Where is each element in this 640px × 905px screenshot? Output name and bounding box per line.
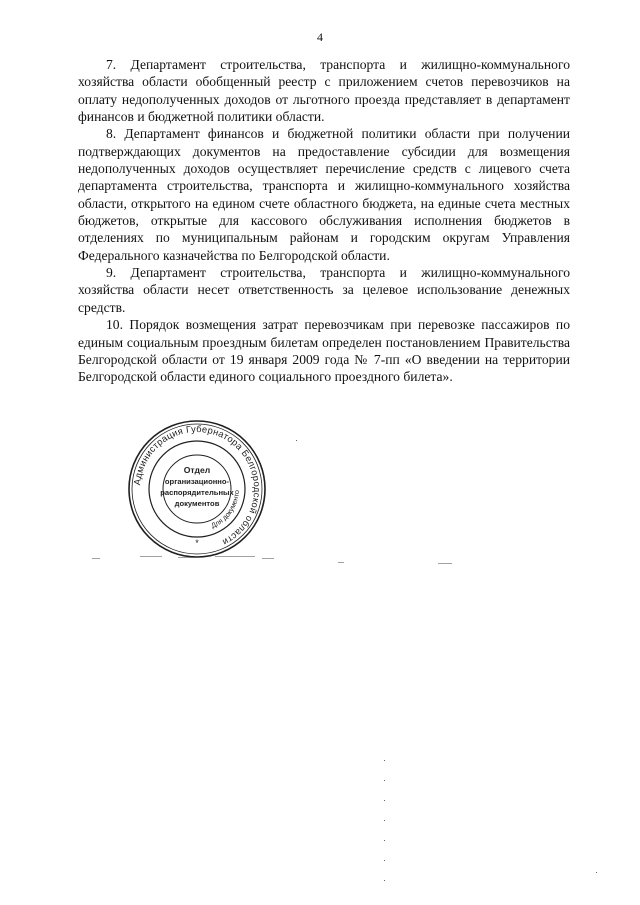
scan-artifact bbox=[296, 440, 297, 441]
scan-artifact bbox=[384, 760, 385, 761]
stamp-outer-text: Администрация Губернатора Белгородской области bbox=[132, 423, 263, 548]
scan-artifact bbox=[438, 563, 452, 564]
paragraph-8: 8. Департамент финансов и бюджетной политики области при получении подтверждающих документов на предоставление субсидии для возмещения недополученных доходов осуществляет перечисление средств с лицевого счета департамента строительства, транспорта и жилищно-коммунального хозяйства области, открытого на едином счете областного бюджета, на единые счета местных бюджетов, открытые для кассового обслуживания исполнения бюджетов в отделениях по муниципальным районам и городским округам Управления Федерального казначейства по Белгородской области. bbox=[78, 126, 570, 263]
stamp-center-line-4: документов bbox=[174, 499, 220, 508]
scan-artifact bbox=[384, 860, 385, 861]
scan-artifact bbox=[384, 800, 385, 801]
paragraph-9: 9. Департамент строительства, транспорта и жилищно-коммунального хозяйства области несет ответственность за целевое использование денежных средств. bbox=[78, 265, 570, 315]
scan-artifact bbox=[215, 556, 255, 557]
scan-artifact bbox=[140, 556, 162, 557]
page-number: 4 bbox=[317, 30, 323, 44]
stamp-inner-text: Для документо bbox=[210, 489, 242, 530]
scan-artifact bbox=[384, 780, 385, 781]
paragraph-10: 10. Порядок возмещения затрат перевозчикам при перевозке пассажиров по единым социальным проездным билетам определен постановлением Правительства Белгородской области от 19 января 2009 года № 7-пп «О введении на территории Белгородской области единого социального проездного билета». bbox=[78, 317, 570, 385]
scan-artifact bbox=[92, 558, 100, 559]
scan-artifact bbox=[338, 562, 344, 563]
scan-artifact bbox=[384, 820, 385, 821]
document-body bbox=[78, 56, 570, 386]
stamp-center-line-2: организационно- bbox=[164, 477, 230, 486]
scan-artifact bbox=[262, 558, 274, 559]
scan-artifact bbox=[384, 840, 385, 841]
scan-artifact bbox=[384, 880, 385, 881]
stamp-star-icon: * bbox=[195, 538, 199, 548]
stamp-seal-graphic bbox=[126, 418, 268, 560]
scan-artifact bbox=[596, 872, 597, 873]
official-stamp bbox=[126, 418, 268, 560]
stamp-center-line-1: Отдел bbox=[183, 465, 211, 475]
stamp-center-line-3: распорядительных bbox=[160, 488, 234, 497]
scan-artifact bbox=[178, 557, 196, 558]
paragraph-7: 7. Департамент строительства, транспорта и жилищно-коммунального хозяйства области обобщенный реестр с приложением счетов перевозчиков на оплату недополученных доходов от льготного проезда представляет в департамент финансов и бюджетной политики области. bbox=[78, 57, 570, 125]
